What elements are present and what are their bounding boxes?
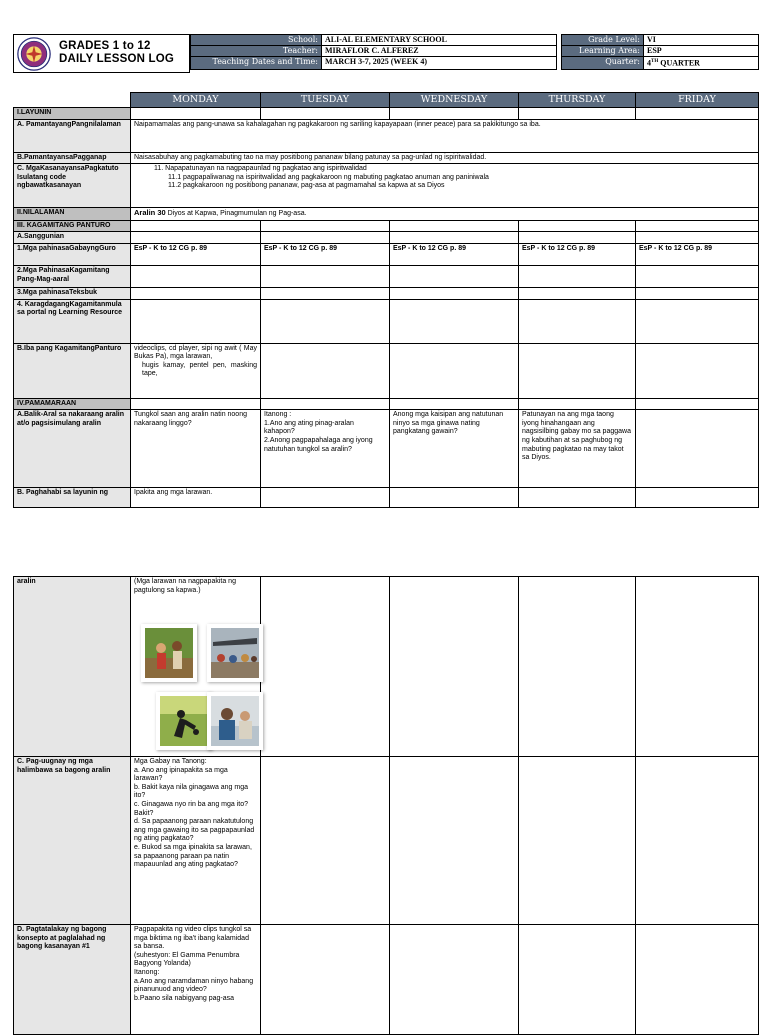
gabay-tanong-heading: Mga Gabay na Tanong: xyxy=(134,758,207,765)
info-table xyxy=(190,34,759,70)
quarter-word: QUARTER xyxy=(658,58,700,68)
row-label-gabay: 1.Mga pahinasaGabayngGuro xyxy=(14,243,131,265)
tanong-a: a. Ano ang ipinapakita sa mga larawan? xyxy=(134,766,228,783)
photo-image xyxy=(160,696,208,746)
dates-label: Teaching Dates and Time: xyxy=(191,57,322,70)
log-title xyxy=(59,40,174,66)
day-thursday: THURSDAY xyxy=(519,93,636,108)
competency-11: 11. Napapatunayan na nagpapaunlad ng pagkatao ang ispiritwalidad xyxy=(154,165,367,173)
talakay-line-3: Itanong: xyxy=(134,968,160,976)
photo-helping-2 xyxy=(207,624,263,682)
section-kagamitan: III. KAGAMITANG PANTURO xyxy=(14,220,131,232)
title-line-2: DAILY LESSON LOG xyxy=(59,53,175,65)
row-label-paghahabi: B. Paghahabi sa layunin ng xyxy=(14,488,131,508)
grade-value: VI xyxy=(644,35,759,46)
aralin-title: Diyos at Kapwa, Pinagmumulan ng Pag-asa. xyxy=(165,210,307,218)
balik-aral-tue xyxy=(261,410,390,488)
talakay-line-1: Pagpapakita ng video clips tungkol sa mga biktima ng iba't ibang kalamidad sa bansa. xyxy=(134,926,252,951)
quarter-suffix: TH xyxy=(651,59,659,64)
tanong-e: e. Bukod sa mga ipinakita sa larawan, sa papaanong paraan pa natin mapauunlad ang ating pagkatao? xyxy=(134,843,252,869)
balik-aral-mon: Tungkol saan ang aralin natin noong nakaraang linggo? xyxy=(131,410,261,488)
day-friday: FRIDAY xyxy=(636,93,759,108)
area-value: ESP xyxy=(644,46,759,57)
grade-label: Grade Level: xyxy=(562,35,644,46)
photo-image xyxy=(145,628,193,678)
row-label-b: B.PamantayansaPagganap xyxy=(14,152,131,164)
corner-cell xyxy=(14,93,131,108)
talakay-line-4: a.Ano ang naramdaman ninyo habang pinanunuod ang video? xyxy=(134,977,254,994)
quarter-label: Quarter: xyxy=(562,57,644,70)
deped-seal-icon xyxy=(17,37,51,71)
quarter-value xyxy=(644,57,759,70)
gabay-ref-thu: EsP - K to 12 CG p. 89 xyxy=(519,243,636,265)
materials-line-2: hugis kamay, pentel pen, masking tape, xyxy=(142,361,257,378)
day-wednesday: WEDNESDAY xyxy=(390,93,519,108)
day-monday: MONDAY xyxy=(131,93,261,108)
tanong-d: d. Sa papaanong paraan nakatutulong ang mga gawaing ito sa pagpapaunlad ng ating pagkatao? xyxy=(134,818,255,843)
school-label: School: xyxy=(191,35,322,46)
balik-aral-wed: Anong mga kaisipan ang natutunan ninyo sa mga ginawa nating pangkatang gawain? xyxy=(390,410,519,488)
competency-11-2: 11.2 pagkakaroon ng positibong pananaw, pag-asa at pagmamahal sa kapwa at sa Diyos xyxy=(168,182,445,190)
row-label-aralin: aralin xyxy=(14,577,131,757)
competency-11-1: 11.1 pagpapaliwanag na ispiritwalidad ang pagkakaroon ng mabuting pagkatao anuman ang paniniwala xyxy=(168,173,489,181)
day-tuesday: TUESDAY xyxy=(261,93,390,108)
balik-tue-line-3: 2.Anong pagpapahalaga ang iyong natutuhan tungkol sa aralin? xyxy=(264,436,373,453)
area-label: Learning Area: xyxy=(562,46,644,57)
row-label-teksbuk: 3.Mga pahinasaTeksbuk xyxy=(14,287,131,299)
tanong-c: c. Ginagawa nyo rin ba ang mga ito? Bakit? xyxy=(134,800,249,817)
row-a-text: Naipamamalas ang pang-unawa sa kahalagahan ng pagkakaroon ng sariling kapayapaan (inner peace) para sa pakikitungo sa iba. xyxy=(131,119,759,152)
teacher-value: MIRAFLOR C. ALFEREZ xyxy=(322,46,557,57)
dates-value: MARCH 3-7, 2025 (WEEK 4) xyxy=(322,57,557,70)
pag-uugnay-mon xyxy=(131,757,261,925)
balik-tue-line-1: Itanong : xyxy=(264,411,292,419)
row-label-kagamitan-mag-aaral: 2.Mga PahinasaKagamitang Pang-Mag-aaral xyxy=(14,265,131,287)
row-label-pag-uugnay: C. Pag-uugnay ng mga halimbawa sa bagong aralin xyxy=(14,757,131,925)
gabay-ref-wed: EsP - K to 12 CG p. 89 xyxy=(390,243,519,265)
row-b-text: Naisasabuhay ang pagkamabuting tao na may positibong pananaw bilang patunay sa pag-unlad ng ispiritwalidad. xyxy=(131,152,759,164)
row-label-sanggunian: A.Sanggunian xyxy=(14,232,131,244)
section-layunin: I.LAYUNIN xyxy=(14,108,131,120)
quarter-number: 4 xyxy=(647,58,651,68)
photo-image xyxy=(211,628,259,678)
gabay-ref-tue: EsP - K to 12 CG p. 89 xyxy=(261,243,390,265)
teacher-label: Teacher: xyxy=(191,46,322,57)
pagtatalakay-mon xyxy=(131,925,261,1035)
row-label-c: C. MgaKasanayansaPagkatuto Isulatang code ngbawatkasanayan xyxy=(14,164,131,208)
talakay-line-5: b.Paano sila nabigyang pag-asa xyxy=(134,994,235,1002)
aralin-number: Aralin 30 xyxy=(134,208,166,218)
lesson-table xyxy=(13,92,759,508)
tanong-b: b. Bakit kaya nila ginagawa ang mga ito? xyxy=(134,783,249,800)
row-label-pagtatalakay: D. Pagtatalakay ng bagong konsepto at paglalahad ng bagong kasanayan #1 xyxy=(14,925,131,1035)
title-line-1: GRADES 1 to 12 xyxy=(59,40,151,52)
photo-helping-3 xyxy=(156,692,212,750)
paghahabi-mon: Ipakita ang mga larawan. xyxy=(131,488,261,508)
nilalaman-text xyxy=(131,208,759,221)
school-value: ALI-AL ELEMENTARY SCHOOL xyxy=(322,35,557,46)
aralin-mon-text: (Mga larawan na nagpapakita ng pagtulong sa kapwa.) xyxy=(134,578,236,594)
balik-aral-thu: Patunayan na ang mga taong iyong hinahangaan ang nagsisilbing gabay mo sa paggawa ng kabutihan at sa paghubog ng mabuting pagkatao na may takot sa Diyos. xyxy=(519,410,636,488)
gabay-ref-mon: EsP - K to 12 CG p. 89 xyxy=(131,243,261,265)
section-nilalaman: II.NILALAMAN xyxy=(14,208,131,221)
lesson-table-continued xyxy=(13,576,759,1035)
row-label-a: A. PamantayangPangnilalaman xyxy=(14,119,131,152)
row-label-lr-portal: 4. KaragdagangKagamitanmula sa portal ng Learning Resource xyxy=(14,299,131,343)
talakay-line-2: (suhestyon: El Gamma Penumbra Bagyong Yolanda) xyxy=(134,951,240,968)
section-pamamaraan: IV.PAMAMARAAN xyxy=(14,398,131,410)
balik-tue-line-2: 1.Ano ang ating pinag-aralan kahapon? xyxy=(264,419,354,436)
gabay-ref-fri: EsP - K to 12 CG p. 89 xyxy=(636,243,759,265)
row-label-iba-pang-kagamitan: B.Iba pang KagamitangPanturo xyxy=(14,343,131,398)
row-label-balik-aral: A.Balik-Aral sa nakaraang aralin at/o pagsisimulang aralin xyxy=(14,410,131,488)
row-c-text xyxy=(131,164,759,208)
photo-helping-4 xyxy=(207,692,263,750)
materials-line-1: videoclips, cd player, sipi ng awit ( May Bukas Pa), mga larawan, xyxy=(134,344,257,361)
photo-image xyxy=(211,696,259,746)
iba-pang-kagamitan-mon xyxy=(131,343,261,398)
photo-helping-1 xyxy=(141,624,197,682)
